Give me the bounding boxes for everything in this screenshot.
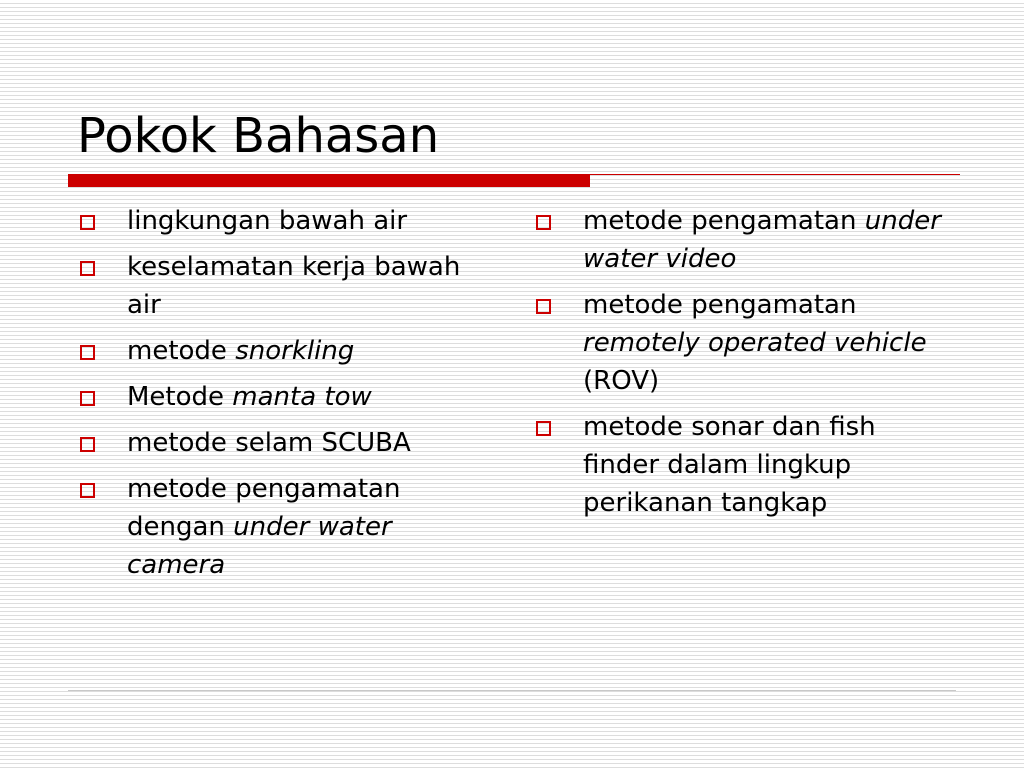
title-underline-thick xyxy=(68,175,590,187)
item-text-italic: remotely operated vehicle xyxy=(583,328,927,358)
hollow-square-icon xyxy=(536,215,551,230)
bullet-list-right xyxy=(536,202,956,530)
item-text-italic: manta tow xyxy=(232,382,372,412)
list-item xyxy=(80,424,480,462)
hollow-square-icon xyxy=(80,345,95,360)
list-item xyxy=(536,408,956,522)
bullet-list-left xyxy=(80,202,480,592)
item-text: keselamatan kerja bawah air xyxy=(127,252,461,320)
item-text-italic: under water video xyxy=(583,206,941,274)
item-text: metode pengamatan xyxy=(583,290,857,320)
list-item xyxy=(80,470,480,584)
item-text: metode pengamatan xyxy=(583,206,865,236)
hollow-square-icon xyxy=(536,299,551,314)
list-item xyxy=(80,332,480,370)
list-item xyxy=(80,248,480,324)
item-text: metode xyxy=(127,336,236,366)
item-text: metode sonar dan fish finder dalam lingkup perikanan tangkap xyxy=(583,412,876,518)
hollow-square-icon xyxy=(80,215,95,230)
item-text: Metode xyxy=(127,382,233,412)
hollow-square-icon xyxy=(80,261,95,276)
item-text: metode selam SCUBA xyxy=(127,428,411,458)
list-item xyxy=(536,286,956,400)
item-text: lingkungan bawah air xyxy=(127,206,408,236)
item-text-italic: under water camera xyxy=(127,512,392,580)
list-item xyxy=(536,202,956,278)
item-text: metode pengamatan dengan xyxy=(127,474,401,542)
list-item xyxy=(80,378,480,416)
item-text-suffix: (ROV) xyxy=(583,366,660,396)
hollow-square-icon xyxy=(80,483,95,498)
list-item xyxy=(80,202,480,240)
slide-title: Pokok Bahasan xyxy=(77,108,440,164)
hollow-square-icon xyxy=(80,437,95,452)
item-text-italic: snorkling xyxy=(235,336,355,366)
hollow-square-icon xyxy=(80,391,95,406)
footer-rule xyxy=(68,690,956,691)
hollow-square-icon xyxy=(536,421,551,436)
